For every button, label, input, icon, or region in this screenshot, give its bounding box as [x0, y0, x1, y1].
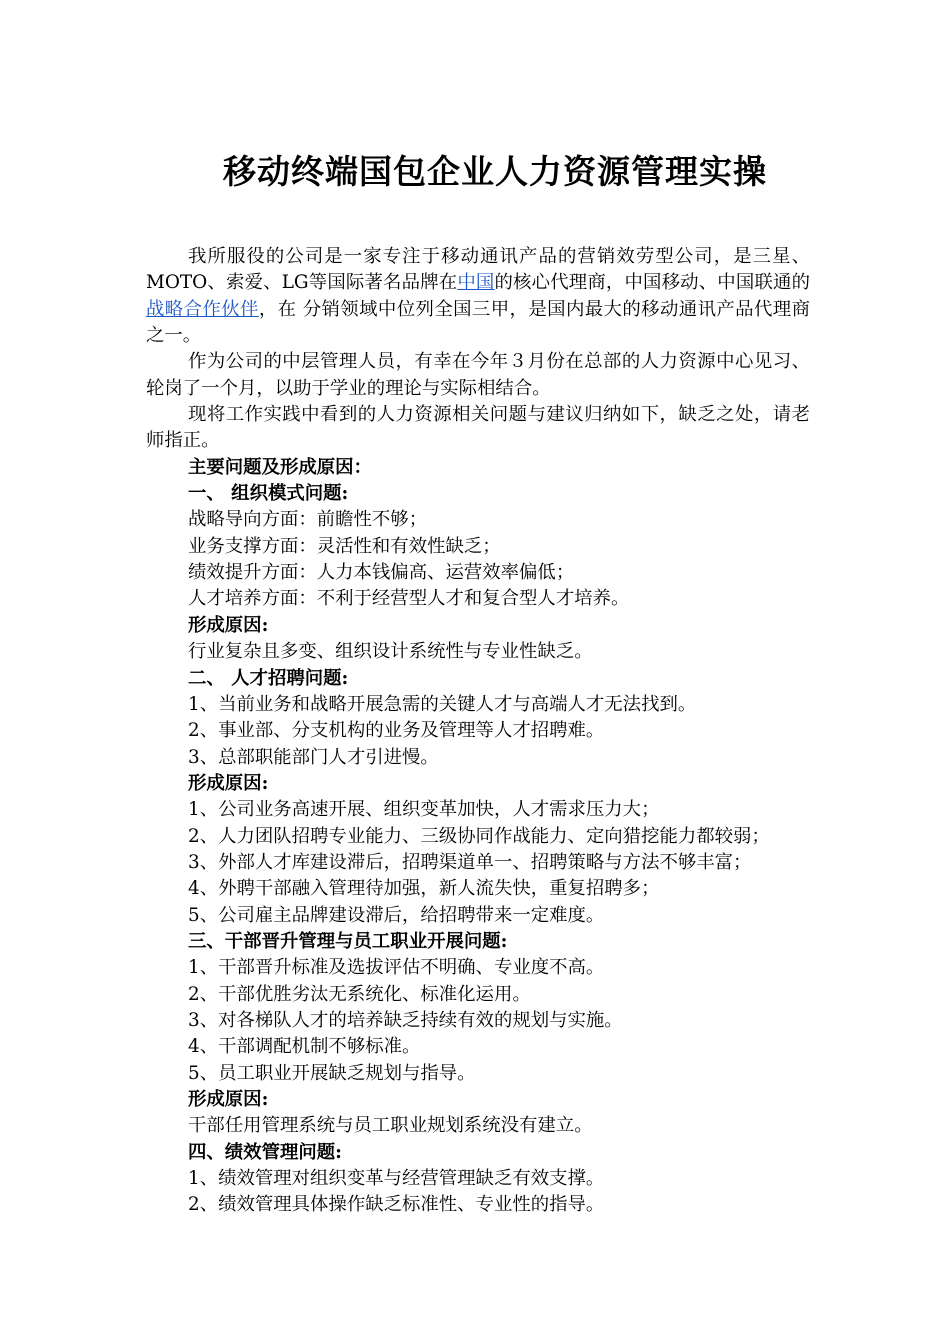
link-china[interactable]: 中国	[457, 272, 495, 294]
section4-item: 1、绩效管理对组织变革与经营管理缺乏有效支撑。	[188, 1168, 605, 1190]
section2-cause-heading: 形成原因:	[188, 772, 269, 794]
section2-item: 2、事业部、分支机构的业务及管理等人才招聘难。	[188, 720, 605, 742]
section3-item: 4、干部调配机制不够标准。	[188, 1036, 421, 1058]
section3-cause: 干部任用管理系统与员工职业规划系统没有建立。	[188, 1115, 593, 1137]
section2-cause: 5、公司雇主品牌建设滞后，给招聘带来一定难度。	[188, 904, 605, 926]
intro-paragraph-1	[146, 244, 810, 349]
intro-text-1: 我所服役的公司是一家专注于移动通讯产品的营销效劳型公司，是三星、MOTO、索爱、LG等国际著名品牌在	[146, 246, 810, 294]
section3-item: 1、干部晋升标准及选拔评估不明确、专业度不高。	[188, 957, 605, 979]
section1-item: 绩效提升方面：人力本钱偏高、运营效率偏低；	[188, 562, 575, 584]
section1-cause-heading: 形成原因:	[188, 614, 269, 636]
section1-item: 战略导向方面：前瞻性不够；	[188, 509, 428, 531]
link-strategic-partner[interactable]: 战略合作伙伴	[146, 298, 259, 320]
section3-item: 3、对各梯队人才的培养缺乏持续有效的规划与实施。	[188, 1009, 623, 1031]
section4-item: 2、绩效管理具体操作缺乏标准性、专业性的指导。	[188, 1194, 605, 1216]
section2-item: 1、当前业务和战略开展急需的关键人才与高端人才无法找到。	[188, 693, 697, 715]
document-body	[146, 244, 810, 1219]
intro-text-3: ，在 分销领域中位列全国三甲，是国内最大的移动通讯产品代理商之一。	[146, 298, 810, 347]
section3-cause-heading: 形成原因:	[188, 1089, 269, 1110]
intro-paragraph-2: 作为公司的中层管理人员，有幸在今年３月份在总部的人力资源中心见习、轮岗了一个月，以助于学业的理论与实际相结合。	[146, 351, 810, 399]
section2-cause: 3、外部人才库建设滞后，招聘渠道单一、招聘策略与方法不够丰富；	[188, 851, 752, 873]
document-title: 移动终端国包企业人力资源管理实操	[223, 152, 767, 191]
section4-heading: 四、绩效管理问题:	[188, 1141, 342, 1163]
section2-cause: 1、公司业务高速开展、组织变革加快，人才需求压力大；	[188, 799, 660, 821]
intro-paragraph-3: 现将工作实践中看到的人力资源相关问题与建议归纳如下，缺乏之处，请老师指正。	[146, 404, 810, 452]
section2-item: 3、总部职能部门人才引进慢。	[188, 746, 439, 768]
main-heading: 主要问题及形成原因：	[188, 456, 372, 478]
section3-heading: 三、干部晋升管理与员工职业开展问题:	[188, 930, 508, 952]
section1-cause: 行业复杂且多变、组织设计系统性与专业性缺乏。	[188, 641, 593, 663]
intro-text-2: 的核心代理商，中国移动、中国联通的	[494, 272, 810, 294]
section2-cause: 2、人力团队招聘专业能力、三级协同作战能力、定向猎挖能力都较弱；	[188, 825, 770, 847]
section3-item: 2、干部优胜劣汰无系统化、标准化运用。	[188, 983, 531, 1005]
section1-heading: 一、 组织模式问题:	[188, 483, 349, 505]
section1-item: 业务支撑方面：灵活性和有效性缺乏；	[188, 535, 501, 557]
section1-item: 人才培养方面：不利于经营型人才和复合型人才培养。	[188, 588, 630, 610]
section3-item: 5、员工职业开展缺乏规划与指导。	[188, 1062, 476, 1084]
section2-heading: 二、 人才招聘问题:	[188, 667, 349, 689]
section2-cause: 4、外聘干部融入管理待加强，新人流失快，重复招聘多；	[188, 878, 660, 900]
